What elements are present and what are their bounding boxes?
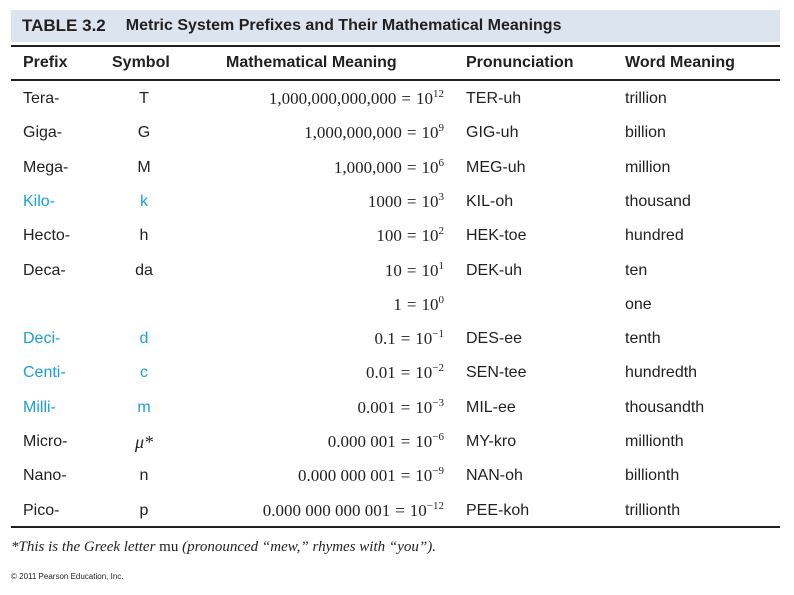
cell-math-meaning [269,89,444,109]
cell-pronunciation: MY-kro [466,433,517,450]
math-base: 10 [415,363,433,383]
math-value: 1,000,000 [333,157,402,177]
cell-math-meaning [385,261,444,281]
cell-prefix: Micro- [23,433,68,450]
math-base: 10 [415,329,433,349]
math-exponent: 9 [438,122,444,135]
header-pronunciation: Pronunciation [466,54,574,71]
header-prefix: Prefix [23,54,68,71]
cell-prefix: Deci- [23,330,61,348]
cell-math-meaning [368,192,444,212]
math-value: 1,000,000,000,000 [268,89,397,108]
math-base: 10 [416,89,433,108]
header-top-rule [11,45,780,47]
equals-sign: = [400,397,411,417]
math-value: 0.000 000 001 [297,466,396,486]
equals-sign: = [406,157,417,177]
copyright-notice: © 2011 Pearson Education, Inc. [11,572,124,581]
cell-word-meaning: thousandth [625,398,705,416]
math-exponent: −3 [432,396,444,409]
table-row [0,363,794,397]
cell-math-meaning [393,295,444,315]
cell-prefix: Kilo- [23,192,56,210]
cell-symbol: m [137,398,151,416]
cell-prefix: Mega- [23,158,69,176]
cell-word-meaning: million [625,158,671,176]
cell-math-meaning [328,432,444,452]
cell-symbol: n [139,467,149,485]
math-value: 1000 [367,191,402,211]
footnote [11,539,436,556]
equals-sign: = [406,191,417,211]
cell-prefix: Milli- [23,398,56,416]
cell-pronunciation: KIL-oh [466,192,514,210]
cell-prefix: Hecto- [23,227,71,245]
footnote-text-2: (pronounced “mew,” rhymes with “you”). [178,539,436,555]
math-exponent: 2 [438,225,444,238]
table-number: TABLE 3.2 [22,16,106,35]
cell-word-meaning: one [625,295,652,313]
table-row [0,226,794,260]
math-value: 10 [384,260,402,280]
math-base: 10 [415,397,433,417]
cell-symbol: T [139,90,149,107]
cell-pronunciation: SEN-tee [466,364,527,382]
math-value: 0.001 [357,397,396,417]
math-base: 10 [421,191,439,211]
cell-word-meaning: ten [625,261,648,279]
cell-pronunciation: DEK-uh [466,261,523,279]
cell-math-meaning [334,158,444,178]
cell-word-meaning: tenth [625,330,661,348]
cell-prefix: Tera- [23,90,60,107]
header-math-meaning: Mathematical Meaning [226,54,397,71]
equals-sign: = [400,466,411,486]
cell-math-meaning [366,363,444,383]
cell-math-meaning [304,123,444,143]
cell-pronunciation: TER-uh [466,90,522,107]
equals-sign: = [406,123,417,143]
cell-prefix: Centi- [23,364,66,382]
math-exponent: −9 [432,465,444,478]
table-row [0,432,794,466]
equals-sign: = [406,226,417,246]
table-row [0,261,794,295]
footnote-mu: mu [159,539,179,555]
header-word-meaning: Word Meaning [625,54,735,71]
cell-pronunciation: PEE-koh [466,501,530,519]
math-exponent: −1 [432,328,444,341]
math-value: 0.000 000 000 001 [262,500,391,520]
cell-symbol: da [135,261,153,279]
math-base: 10 [421,123,439,143]
math-exponent: −12 [426,499,444,512]
cell-word-meaning: millionth [625,433,684,450]
table-row [0,501,794,535]
table-title: Metric System Prefixes and Their Mathematical Meanings [125,17,562,34]
cell-prefix: Giga- [23,124,63,142]
math-exponent: 6 [438,156,444,169]
cell-math-meaning [298,466,444,486]
cell-symbol: d [139,330,149,348]
math-value: 0.000 001 [327,432,396,451]
cell-pronunciation: GIG-uh [466,124,519,142]
cell-pronunciation: MEG-uh [466,158,526,176]
cell-symbol: p [139,501,149,519]
math-value: 1,000,000,000 [304,123,402,143]
cell-symbol: c [140,364,148,382]
header-symbol: Symbol [112,54,170,71]
math-value: 1 [393,294,402,314]
cell-word-meaning: trillionth [625,501,681,519]
equals-sign: = [401,89,411,108]
math-value: 0.01 [365,363,396,383]
cell-symbol: k [140,192,148,210]
table-row [0,466,794,500]
cell-word-meaning: billion [625,124,666,142]
math-base: 10 [421,157,439,177]
table-row [0,329,794,363]
cell-word-meaning: billionth [625,467,680,485]
cell-symbol: h [139,227,149,245]
cell-word-meaning: hundred [625,227,684,245]
table-title-bar [11,10,780,42]
equals-sign: = [406,294,417,314]
table-row [0,192,794,226]
math-base: 10 [409,500,427,520]
cell-pronunciation: HEK-toe [466,227,527,245]
equals-sign: = [400,432,411,451]
math-exponent: 12 [433,88,444,100]
cell-math-meaning [263,501,444,521]
table-row [0,89,794,123]
table-row [0,158,794,192]
cell-symbol: M [137,158,151,176]
math-exponent: 1 [438,259,444,272]
math-base: 10 [421,226,439,246]
cell-word-meaning: trillion [625,90,667,107]
cell-pronunciation: MIL-ee [466,398,516,416]
math-base: 10 [421,260,439,280]
cell-math-meaning [374,329,444,349]
math-exponent: −6 [432,431,444,443]
equals-sign: = [395,500,405,520]
math-exponent: −2 [432,362,444,375]
cell-word-meaning: hundredth [625,364,698,382]
math-exponent: 0 [438,293,444,306]
cell-symbol: G [137,124,151,142]
math-base: 10 [415,432,433,451]
equals-sign: = [400,363,411,383]
math-exponent: 3 [438,190,444,203]
cell-prefix: Deca- [23,261,66,279]
cell-math-meaning [376,226,444,246]
cell-prefix: Pico- [23,501,60,519]
math-value: 0.1 [374,329,396,349]
equals-sign: = [400,329,411,349]
footnote-text-1: *This is the Greek letter [11,539,160,555]
cell-symbol: μ* [134,432,154,452]
equals-sign: = [406,260,417,280]
cell-pronunciation: NAN-oh [466,467,523,485]
table-bottom-rule [11,526,780,528]
math-base: 10 [415,466,433,486]
header-bottom-rule [11,79,780,81]
table-row [0,295,794,329]
cell-math-meaning [357,398,444,418]
table-row [0,123,794,157]
math-value: 100 [376,226,402,246]
table-row [0,398,794,432]
cell-word-meaning: thousand [625,192,691,210]
math-base: 10 [421,294,439,314]
cell-prefix: Nano- [23,467,67,485]
cell-pronunciation: DES-ee [466,330,523,348]
